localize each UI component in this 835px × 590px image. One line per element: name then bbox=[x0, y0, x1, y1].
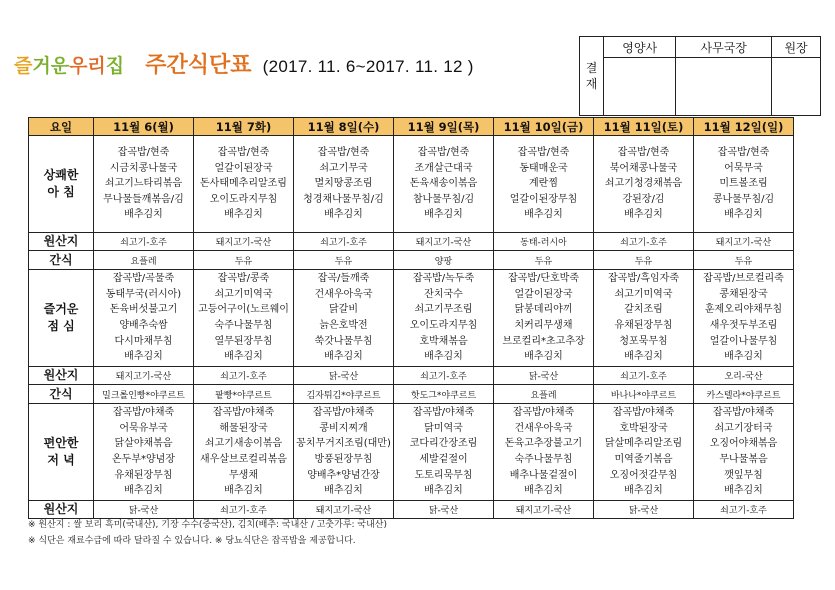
menu-item: 배추김치 bbox=[224, 351, 263, 363]
day-header: 11월 12일(일) bbox=[694, 118, 794, 136]
menu-item: 미트볼조림 bbox=[719, 178, 768, 190]
origin-cell: 쇠고기-호주 bbox=[94, 233, 194, 251]
meal-cell bbox=[194, 270, 294, 367]
day-header-row bbox=[29, 118, 794, 136]
row-label: 간식 bbox=[29, 251, 94, 270]
menu-item: 쇠고기미역국 bbox=[614, 288, 673, 300]
menu-item: 배추김치 bbox=[724, 485, 763, 497]
menu-item: 강된장/김 bbox=[622, 193, 665, 205]
menu-item: 양배추숙쌈 bbox=[119, 320, 168, 331]
meal-cell bbox=[394, 136, 494, 233]
menu-item: 잡곡밥/야채죽 bbox=[112, 407, 175, 419]
menu-item: 쇠고기무국 bbox=[319, 162, 368, 174]
menu-item: 잡곡밥/콩죽 bbox=[217, 273, 270, 285]
menu-item: 오징어야채볶음 bbox=[709, 438, 778, 450]
approval-role-manager: 사무국장 bbox=[676, 37, 772, 58]
menu-item: 배추김치 bbox=[224, 209, 263, 221]
menu-item: 코다리간장조림 bbox=[409, 438, 478, 450]
menu-item: 오이도라지무침 bbox=[209, 193, 278, 205]
menu-item: 숙주나물무침 bbox=[514, 454, 573, 465]
menu-item: 배추김치 bbox=[524, 485, 563, 497]
menu-item: 새우살브로컬리볶음 bbox=[200, 454, 287, 465]
snack-cell: 핫도그*야쿠르트 bbox=[394, 385, 494, 404]
menu-item: 건새우아욱국 bbox=[314, 288, 373, 300]
signature-box bbox=[604, 58, 676, 116]
menu-item: 쑥갓나물무침 bbox=[314, 335, 373, 347]
snack-cell: 양팡 bbox=[394, 251, 494, 270]
menu-item: 늙은호박전 bbox=[319, 320, 368, 331]
title-area bbox=[14, 48, 574, 88]
menu-item: 닭봉데리야끼 bbox=[514, 304, 573, 316]
breakfast-origin-row bbox=[29, 233, 794, 251]
menu-item: 깻잎무침 bbox=[724, 469, 763, 481]
snack-cell: 김자튀김*야쿠르트 bbox=[294, 385, 394, 404]
snack-cell: 요플레 bbox=[494, 385, 594, 404]
menu-item: 오징어젓갈무침 bbox=[609, 469, 678, 481]
menu-item: 배추김치 bbox=[624, 485, 663, 497]
snack-cell: 두유 bbox=[594, 251, 694, 270]
menu-item: 배추김치 bbox=[724, 209, 763, 221]
menu-item: 돈육버섯불고기 bbox=[109, 304, 178, 316]
menu-item: 얼갈이된장무침 bbox=[509, 193, 578, 205]
menu-item: 잡곡밥/현죽 bbox=[417, 147, 470, 159]
menu-item: 무나물볶음 bbox=[719, 454, 768, 465]
menu-item: 브로컬리*초고추장 bbox=[502, 335, 585, 347]
origin-cell: 동태-러시아 bbox=[494, 233, 594, 251]
menu-item: 북어채콩나물국 bbox=[609, 162, 678, 174]
menu-item: 배추김치 bbox=[424, 351, 463, 363]
meal-cell bbox=[494, 404, 594, 501]
lunch-row bbox=[29, 270, 794, 367]
menu-item: 잡곡밥/현죽 bbox=[517, 147, 570, 159]
menu-item: 잡곡밥/현죽 bbox=[217, 147, 270, 159]
menu-item: 계란찜 bbox=[529, 178, 558, 190]
menu-item: 방풍된장무침 bbox=[314, 454, 373, 465]
menu-item: 배추김치 bbox=[724, 351, 763, 363]
origin-cell: 쇠고기-호주 bbox=[194, 367, 294, 385]
snack-cell: 요플레 bbox=[94, 251, 194, 270]
menu-item: 해물된장국 bbox=[219, 422, 268, 434]
weekly-menu-table bbox=[28, 117, 794, 519]
menu-item: 동태무국(러시아) bbox=[105, 288, 182, 300]
menu-item: 참나물무침/김 bbox=[412, 193, 475, 205]
meal-cell bbox=[394, 270, 494, 367]
brand-logo: 즐거운우리집 bbox=[14, 55, 125, 77]
menu-item: 유채된장무침 bbox=[614, 320, 673, 331]
menu-item: 갈치조림 bbox=[624, 304, 663, 316]
menu-item: 건새우아욱국 bbox=[514, 422, 573, 434]
snack-cell: 두유 bbox=[194, 251, 294, 270]
menu-item: 잡곡밥/야채죽 bbox=[312, 407, 375, 419]
day-header: 11월 8일(수) bbox=[294, 118, 394, 136]
signature-box bbox=[772, 58, 821, 116]
menu-item: 배추김치 bbox=[624, 209, 663, 221]
origin-cell: 쇠고기-호주 bbox=[294, 233, 394, 251]
meal-cell bbox=[694, 136, 794, 233]
snack-pm-row bbox=[29, 385, 794, 404]
menu-item: 잡곡밥/현죽 bbox=[317, 147, 370, 159]
menu-item: 닭미역국 bbox=[424, 422, 463, 434]
menu-item: 고등어구이(노르웨이 bbox=[198, 304, 289, 316]
menu-item: 쇠고기장터국 bbox=[714, 422, 773, 434]
origin-cell: 쇠고기-호주 bbox=[694, 501, 794, 519]
approval-label: 결 재 bbox=[580, 37, 604, 116]
snack-cell: 두유 bbox=[294, 251, 394, 270]
menu-item: 배추김치 bbox=[124, 209, 163, 221]
menu-item: 무나물들깨볶음/김 bbox=[103, 193, 184, 205]
menu-item: 숙주나물무침 bbox=[214, 320, 273, 331]
menu-item: 멸치땅콩조림 bbox=[314, 178, 373, 190]
menu-item: 조개살근대국 bbox=[414, 162, 473, 174]
menu-item: 쇠고기청경채볶음 bbox=[604, 178, 683, 190]
menu-item: 배추김치 bbox=[624, 351, 663, 363]
menu-item: 다시마채무침 bbox=[114, 335, 173, 347]
dinner-row bbox=[29, 404, 794, 501]
menu-item: 배추김치 bbox=[424, 209, 463, 221]
menu-item: 잡곡밥/브로컬리죽 bbox=[703, 273, 784, 285]
approval-role-director: 원장 bbox=[772, 37, 821, 58]
menu-item: 얼갈이된장국 bbox=[514, 288, 573, 300]
menu-item: 콩채된장국 bbox=[719, 288, 768, 300]
menu-item: 잡곡밥/현죽 bbox=[717, 147, 770, 159]
menu-item: 잡곡밥/단호박죽 bbox=[508, 273, 579, 285]
menu-item: 콩비지찌개 bbox=[319, 422, 368, 434]
menu-item: 온두부*양념장 bbox=[112, 454, 175, 465]
origin-cell: 쇠고기-호주 bbox=[394, 367, 494, 385]
origin-cell: 돼지고기-국산 bbox=[94, 367, 194, 385]
menu-item: 돈육고추장불고기 bbox=[504, 438, 583, 450]
menu-item: 무생채 bbox=[229, 469, 258, 481]
origin-cell: 돼지고기-국산 bbox=[294, 501, 394, 519]
corner-label: 요일 bbox=[29, 118, 94, 136]
origin-cell: 닭-국산 bbox=[394, 501, 494, 519]
menu-item: 청경채나물무침/김 bbox=[303, 193, 384, 205]
menu-item: 잡곡밥/곡물죽 bbox=[112, 273, 175, 285]
menu-item: 열무된장무침 bbox=[214, 335, 273, 347]
snack-am-row bbox=[29, 251, 794, 270]
snack-cell: 카스텔라*야쿠르트 bbox=[694, 385, 794, 404]
note-menu-change: ※ 식단은 재료수급에 따라 달라질 수 있습니다. ※ 당뇨식단은 잡곡밥을 제공합니다. bbox=[28, 536, 356, 546]
menu-item: 잡곡밥/현죽 bbox=[617, 147, 670, 159]
meal-cell bbox=[394, 404, 494, 501]
snack-cell: 바나나*야쿠르트 bbox=[594, 385, 694, 404]
menu-item: 쇠고기미역국 bbox=[214, 288, 273, 300]
page-title: 주간식단표 bbox=[145, 53, 252, 78]
origin-cell: 돼지고기-국산 bbox=[394, 233, 494, 251]
approval-box bbox=[579, 36, 821, 116]
origin-cell: 닭-국산 bbox=[494, 367, 594, 385]
row-label: 편안한 저 녁 bbox=[29, 404, 94, 501]
origin-cell: 쇠고기-호주 bbox=[594, 233, 694, 251]
meal-cell bbox=[594, 270, 694, 367]
menu-item: 새우젓두부조림 bbox=[709, 320, 778, 331]
origin-cell: 돼지고기-국산 bbox=[194, 233, 294, 251]
snack-cell: 두유 bbox=[494, 251, 594, 270]
menu-item: 시금치콩나물국 bbox=[109, 162, 178, 174]
approval-role-dietitian: 영양사 bbox=[604, 37, 676, 58]
menu-item: 배추김치 bbox=[124, 351, 163, 363]
origin-cell: 쇠고기-호주 bbox=[194, 501, 294, 519]
menu-item: 치커리무생채 bbox=[514, 320, 573, 331]
meal-cell bbox=[294, 270, 394, 367]
menu-item: 잔치국수 bbox=[424, 288, 463, 300]
menu-item: 잡곡밥/흑임자죽 bbox=[608, 273, 679, 285]
menu-item: 호박된장국 bbox=[619, 422, 668, 434]
menu-item: 도토리묵무침 bbox=[414, 469, 473, 481]
meal-cell bbox=[194, 136, 294, 233]
menu-item: 잡곡밥/야채죽 bbox=[412, 407, 475, 419]
menu-item: 잡곡밥/야채죽 bbox=[712, 407, 775, 419]
menu-item: 어묵유부국 bbox=[119, 422, 168, 434]
menu-item: 꽁치무거지조림(대만) bbox=[296, 438, 391, 450]
menu-item: 콩나물무침/김 bbox=[712, 193, 775, 205]
meal-cell bbox=[494, 270, 594, 367]
menu-item: 닭살야채볶음 bbox=[114, 438, 173, 450]
day-header: 11월 7화) bbox=[194, 118, 294, 136]
menu-item: 배추김치 bbox=[324, 209, 363, 221]
menu-item: 호박채볶음 bbox=[419, 335, 468, 347]
menu-item: 배추김치 bbox=[124, 485, 163, 497]
meal-cell bbox=[294, 136, 394, 233]
meal-cell bbox=[94, 270, 194, 367]
menu-item: 잡곡밥/야채죽 bbox=[512, 407, 575, 419]
menu-item: 유채된장무침 bbox=[114, 469, 173, 481]
menu-item: 동태매운국 bbox=[519, 162, 568, 174]
day-header: 11월 11일(토) bbox=[594, 118, 694, 136]
origin-cell: 닭-국산 bbox=[94, 501, 194, 519]
menu-item: 얼갈이된장국 bbox=[214, 162, 273, 174]
menu-item: 배추김치 bbox=[524, 209, 563, 221]
row-label: 즐거운 점 심 bbox=[29, 270, 94, 367]
lunch-origin-row bbox=[29, 367, 794, 385]
meal-cell bbox=[294, 404, 394, 501]
meal-cell bbox=[194, 404, 294, 501]
menu-item: 배추김치 bbox=[324, 485, 363, 497]
row-label: 원산지 bbox=[29, 233, 94, 251]
snack-cell: 두유 bbox=[694, 251, 794, 270]
menu-item: 배추김치 bbox=[324, 351, 363, 363]
menu-item: 잡곡밥/야채죽 bbox=[212, 407, 275, 419]
menu-item: 청포묵무침 bbox=[619, 335, 668, 347]
origin-cell: 쇠고기-호주 bbox=[594, 367, 694, 385]
menu-item: 어묵무국 bbox=[724, 162, 763, 174]
origin-cell: 닭-국산 bbox=[294, 367, 394, 385]
menu-item: 배추김치 bbox=[524, 351, 563, 363]
menu-item: 닭갈비 bbox=[329, 304, 358, 316]
menu-item: 얼갈이나물무침 bbox=[709, 335, 778, 347]
origin-cell: 돼지고기-국산 bbox=[694, 233, 794, 251]
signature-box bbox=[676, 58, 772, 116]
menu-item: 배추나물겉절이 bbox=[509, 469, 578, 481]
period-range: (2017. 11. 6~2017. 11. 12 ) bbox=[262, 57, 474, 76]
menu-item: 쇠고기느타리볶음 bbox=[104, 178, 183, 190]
origin-cell: 오리-국산 bbox=[694, 367, 794, 385]
menu-item: 잡곡밥/야채죽 bbox=[612, 407, 675, 419]
row-label: 간식 bbox=[29, 385, 94, 404]
menu-item: 양배추*양념간장 bbox=[307, 469, 380, 481]
menu-item: 배추김치 bbox=[224, 485, 263, 497]
day-header: 11월 6(월) bbox=[94, 118, 194, 136]
menu-item: 훈제오리야채무침 bbox=[704, 304, 783, 316]
meal-cell bbox=[94, 404, 194, 501]
menu-item: 오이도라지무침 bbox=[409, 320, 478, 331]
meal-cell bbox=[494, 136, 594, 233]
meal-cell bbox=[694, 270, 794, 367]
menu-item: 쇠고기새송이볶음 bbox=[204, 438, 283, 450]
breakfast-row bbox=[29, 136, 794, 233]
menu-item: 돈사태메추리알조림 bbox=[200, 178, 287, 190]
snack-cell: 밀크롤인빵*야쿠르트 bbox=[94, 385, 194, 404]
menu-item: 미역줄기볶음 bbox=[614, 454, 673, 465]
dinner-origin-row bbox=[29, 501, 794, 519]
row-label: 상쾌한 아 침 bbox=[29, 136, 94, 233]
row-label: 원산지 bbox=[29, 367, 94, 385]
snack-cell: 팥빵*야쿠르트 bbox=[194, 385, 294, 404]
meal-cell bbox=[594, 136, 694, 233]
meal-cell bbox=[594, 404, 694, 501]
menu-item: 잡곡/들깨죽 bbox=[317, 273, 370, 285]
menu-item: 쇠고기무조림 bbox=[414, 304, 473, 316]
day-header: 11월 10일(금) bbox=[494, 118, 594, 136]
menu-item: 잡곡밥/현죽 bbox=[117, 147, 170, 159]
menu-item: 돈육새송이볶음 bbox=[409, 178, 478, 190]
menu-item: 잡곡밥/녹두죽 bbox=[412, 273, 475, 285]
menu-item: 닭살메추리알조림 bbox=[604, 438, 683, 450]
menu-item: 배추김치 bbox=[424, 485, 463, 497]
day-header: 11월 9일(목) bbox=[394, 118, 494, 136]
origin-cell: 닭-국산 bbox=[594, 501, 694, 519]
menu-item: 세발겉절이 bbox=[419, 454, 468, 465]
origin-cell: 돼지고기-국산 bbox=[494, 501, 594, 519]
note-origin: ※ 원산지 : 쌀 보리 흑미(국내산), 기장 수수(중국산), 김치(배추: 국내산 / 고춧가루: 국내산) bbox=[28, 520, 387, 530]
meal-cell bbox=[694, 404, 794, 501]
notes bbox=[28, 517, 387, 549]
meal-cell bbox=[94, 136, 194, 233]
row-label: 원산지 bbox=[29, 501, 94, 519]
